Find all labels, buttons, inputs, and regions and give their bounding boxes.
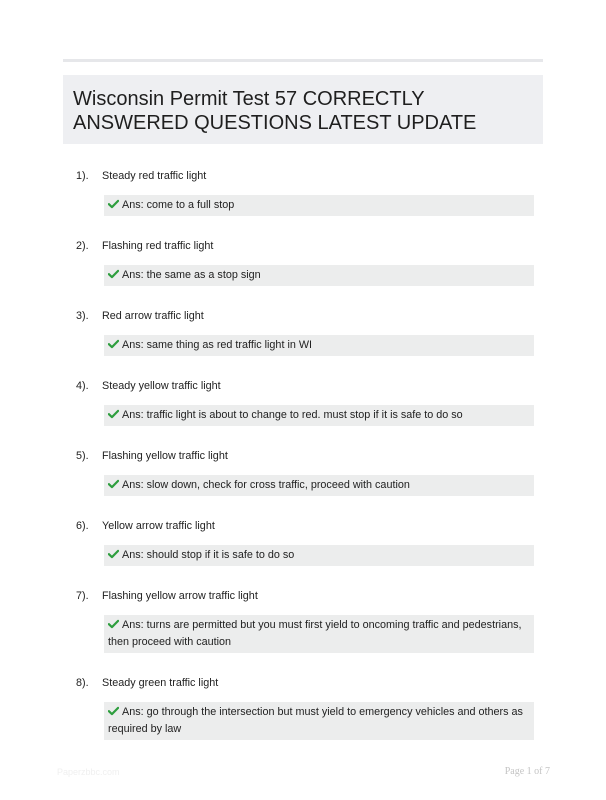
question-row (63, 447, 543, 465)
title-banner (63, 75, 543, 144)
check-icon (108, 549, 119, 559)
question-item (63, 377, 543, 426)
question-row (63, 674, 543, 692)
question-text: Flashing yellow arrow traffic light (102, 590, 258, 602)
question-row (63, 307, 543, 325)
question-item (63, 447, 543, 496)
answer-prefix: Ans: (122, 619, 144, 631)
question-text: Red arrow traffic light (102, 310, 204, 322)
answer-box (104, 545, 534, 566)
answer-text: come to a full stop (146, 199, 235, 211)
answer-box (104, 702, 534, 740)
answer-prefix: Ans: (122, 479, 144, 491)
question-number: 8). (76, 677, 89, 689)
answer-text: go through the intersection but must yield to emergency vehicles and others as required by law (108, 706, 523, 735)
question-item (63, 167, 543, 216)
top-divider (63, 59, 543, 62)
answer-prefix: Ans: (122, 549, 144, 561)
answer-text: the same as a stop sign (146, 269, 261, 281)
question-number: 1). (76, 170, 89, 182)
question-row (63, 167, 543, 185)
page-title (73, 87, 533, 135)
question-number: 4). (76, 380, 89, 392)
check-icon (108, 269, 119, 279)
answer-text: same thing as red traffic light in WI (146, 339, 313, 351)
question-row (63, 237, 543, 255)
question-number: 5). (76, 450, 89, 462)
question-item (63, 517, 543, 566)
answer-box (104, 405, 534, 426)
question-item (63, 587, 543, 653)
check-icon (108, 199, 119, 209)
answer-box (104, 195, 534, 216)
answer-box (104, 265, 534, 286)
check-icon (108, 479, 119, 489)
question-item (63, 307, 543, 356)
check-icon (108, 706, 119, 716)
answer-text: should stop if it is safe to do so (146, 549, 295, 561)
question-text: Flashing red traffic light (102, 240, 214, 252)
question-item (63, 237, 543, 286)
page-number: Page 1 of 7 (504, 766, 550, 777)
footer-watermark: Paperzbbc.com (57, 767, 120, 777)
answer-prefix: Ans: (122, 339, 144, 351)
answer-box (104, 335, 534, 356)
question-text: Yellow arrow traffic light (102, 520, 215, 532)
answer-prefix: Ans: (122, 269, 144, 281)
answer-text: slow down, check for cross traffic, proceed with caution (146, 479, 410, 491)
question-row (63, 517, 543, 535)
page-title-line-2: ANSWERED QUESTIONS LATEST UPDATE (73, 112, 477, 134)
question-number: 7). (76, 590, 89, 602)
answer-prefix: Ans: (122, 409, 144, 421)
answer-text: turns are permitted but you must first yield to oncoming traffic and pedestrians, then proceed with caution (108, 619, 522, 648)
answer-box (104, 475, 534, 496)
question-row (63, 587, 543, 605)
check-icon (108, 339, 119, 349)
question-row (63, 377, 543, 395)
answer-prefix: Ans: (122, 199, 144, 211)
question-text: Steady red traffic light (102, 170, 207, 182)
question-list (63, 167, 543, 761)
question-number: 6). (76, 520, 89, 532)
question-number: 3). (76, 310, 89, 322)
answer-text: traffic light is about to change to red. must stop if it is safe to do so (146, 409, 463, 421)
answer-box (104, 615, 534, 653)
page-title-line-1: Wisconsin Permit Test 57 CORRECTLY (73, 88, 425, 110)
check-icon (108, 619, 119, 629)
question-number: 2). (76, 240, 89, 252)
answer-prefix: Ans: (122, 706, 144, 718)
question-text: Flashing yellow traffic light (102, 450, 228, 462)
check-icon (108, 409, 119, 419)
question-text: Steady green traffic light (102, 677, 219, 689)
question-text: Steady yellow traffic light (102, 380, 221, 392)
question-item (63, 674, 543, 740)
